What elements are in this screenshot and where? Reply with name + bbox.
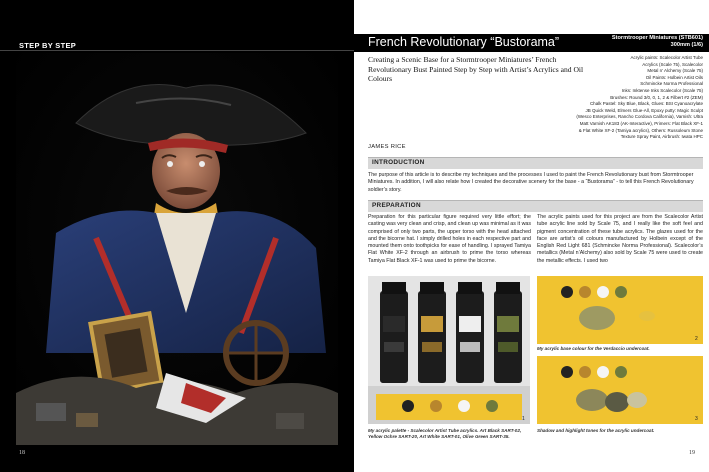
figure-3-number: 3 (695, 416, 698, 422)
figure-1-number: 1 (522, 416, 525, 422)
materials-line: Inks: Inktense Inks Scalecolor (Scale 75) (621, 87, 703, 93)
section-label: STEP BY STEP (19, 41, 77, 50)
materials-line: Texture Spray Paint, Airbrush: Iwata HPC (620, 134, 703, 140)
materials-line: & Flat White XF-2 (Tamiya acrylics), Others: Russoleum Stone (578, 127, 703, 133)
materials-line: (Wesco Enterprises, Rancho Cordova California), Varnish: Ultra (576, 114, 703, 120)
preparation-text-col1: Preparation for this particular figure required very little effort; the casting was very clean and crisp, and clean up was minimal as it was comprised of only two parts, the upper torso with the head attached and the bicorne hat. I simply drilled holes in each respective part and mounted them onto toothpicks for ease of handling. I sprayed Tamiya Flat White XF-2 through an airbrush to prime the torso whereas Tamiya Flat Black XF-1 was used to prime the bicorne. (368, 214, 531, 264)
kit-info (612, 35, 703, 50)
title-bar (354, 34, 709, 52)
figure-3-caption: Shadow and highlight tones for the acrylic undercoat. (537, 428, 655, 433)
right-page (354, 0, 709, 472)
kit-scale: 300mm (1/6) (670, 42, 703, 49)
figure-2-number: 2 (695, 336, 698, 342)
bust-photo (16, 53, 338, 445)
article-subtitle: Creating a Scenic Base for a Stormtrooper Miniatures’ French Revolutionary Bust Painted Step by Step with Artist’s Acrylics and Oil Colours (368, 55, 584, 84)
author: JAMES RICE (368, 144, 406, 150)
materials-list (513, 55, 703, 141)
introduction-text: The purpose of this article is to describe my techniques and the processes I used to paint the French Revolutionary bust from Stormtrooper Miniatures. In addition, I will also relate how I created the decorative scenery for the base - a “Bustorama” - to tell this French Revolutionary soldier’s story. (368, 172, 694, 193)
divider (0, 50, 354, 51)
preparation-text-col2: The acrylic paints used for this project are from the Scalecolor Artist tube acrylic line sold by Scale 75, and I really like the soft feel and pigment concentration of these tube acrylics. The glazes used for the face are artist’s oil colours manufactured by Holbein except of the English Red Light 681 (Schmincke Norma Professional). Scalecolor’s metallics (Metal n’Alchemy) also sold by Scale 75 were used to create the metallic effects. I used two (537, 214, 703, 264)
materials-line: Acrylic paints: Scalecolor Artist Tube (630, 55, 703, 60)
figure-1-paint-tubes (368, 276, 530, 424)
left-page (0, 0, 354, 472)
article-title: French Revolutionary “Bustorama” (368, 35, 560, 49)
materials-line: Brushes: Round 3/0, 0, 1, 2 & Filbert #2 (ZEM) (610, 94, 703, 100)
materials-line: JB Quick Weld, Elmers Glue-All, Epoxy putty: Magic Sculpt (585, 107, 703, 113)
materials-line: Matt Varnish AK183 (AK-Interactive), Primers: Flat Black XF-1 (579, 120, 703, 126)
figure-2-caption: My acrylic base colour for the Verdaccio undercoat. (537, 346, 650, 351)
materials-line: Oil Paints: Holbein Artist Oils (645, 74, 703, 80)
figure-1-caption: My acrylic palette - Scalecolor Artist Tube acrylics. Art Black SART-02, Yellow Ochre SART-20, Art White SART-01, Olive Green SART-35. (368, 428, 522, 440)
materials-line: Acrylics (Scale 75), Scalecolor (642, 61, 703, 67)
materials-line: Schmincke Norma Professional (640, 81, 703, 87)
preparation-heading (368, 200, 703, 212)
kit-name: Stormtrooper Miniatures (STB601) (611, 35, 703, 41)
materials-line: Metal n’ Alchemy (Scale 75) (647, 68, 703, 74)
introduction-heading-label: INTRODUCTION (372, 159, 425, 166)
page-number: 19 (689, 450, 695, 456)
preparation-heading-label: PREPARATION (372, 202, 421, 209)
page-number: 18 (19, 450, 25, 456)
introduction-heading (368, 157, 703, 169)
materials-line: Chalk Pastel: Sky Blue, Black, Glues: BSI Cyanoacrylate (589, 101, 703, 107)
figure-3-tones (537, 356, 703, 424)
figure-2-palette (537, 276, 703, 344)
